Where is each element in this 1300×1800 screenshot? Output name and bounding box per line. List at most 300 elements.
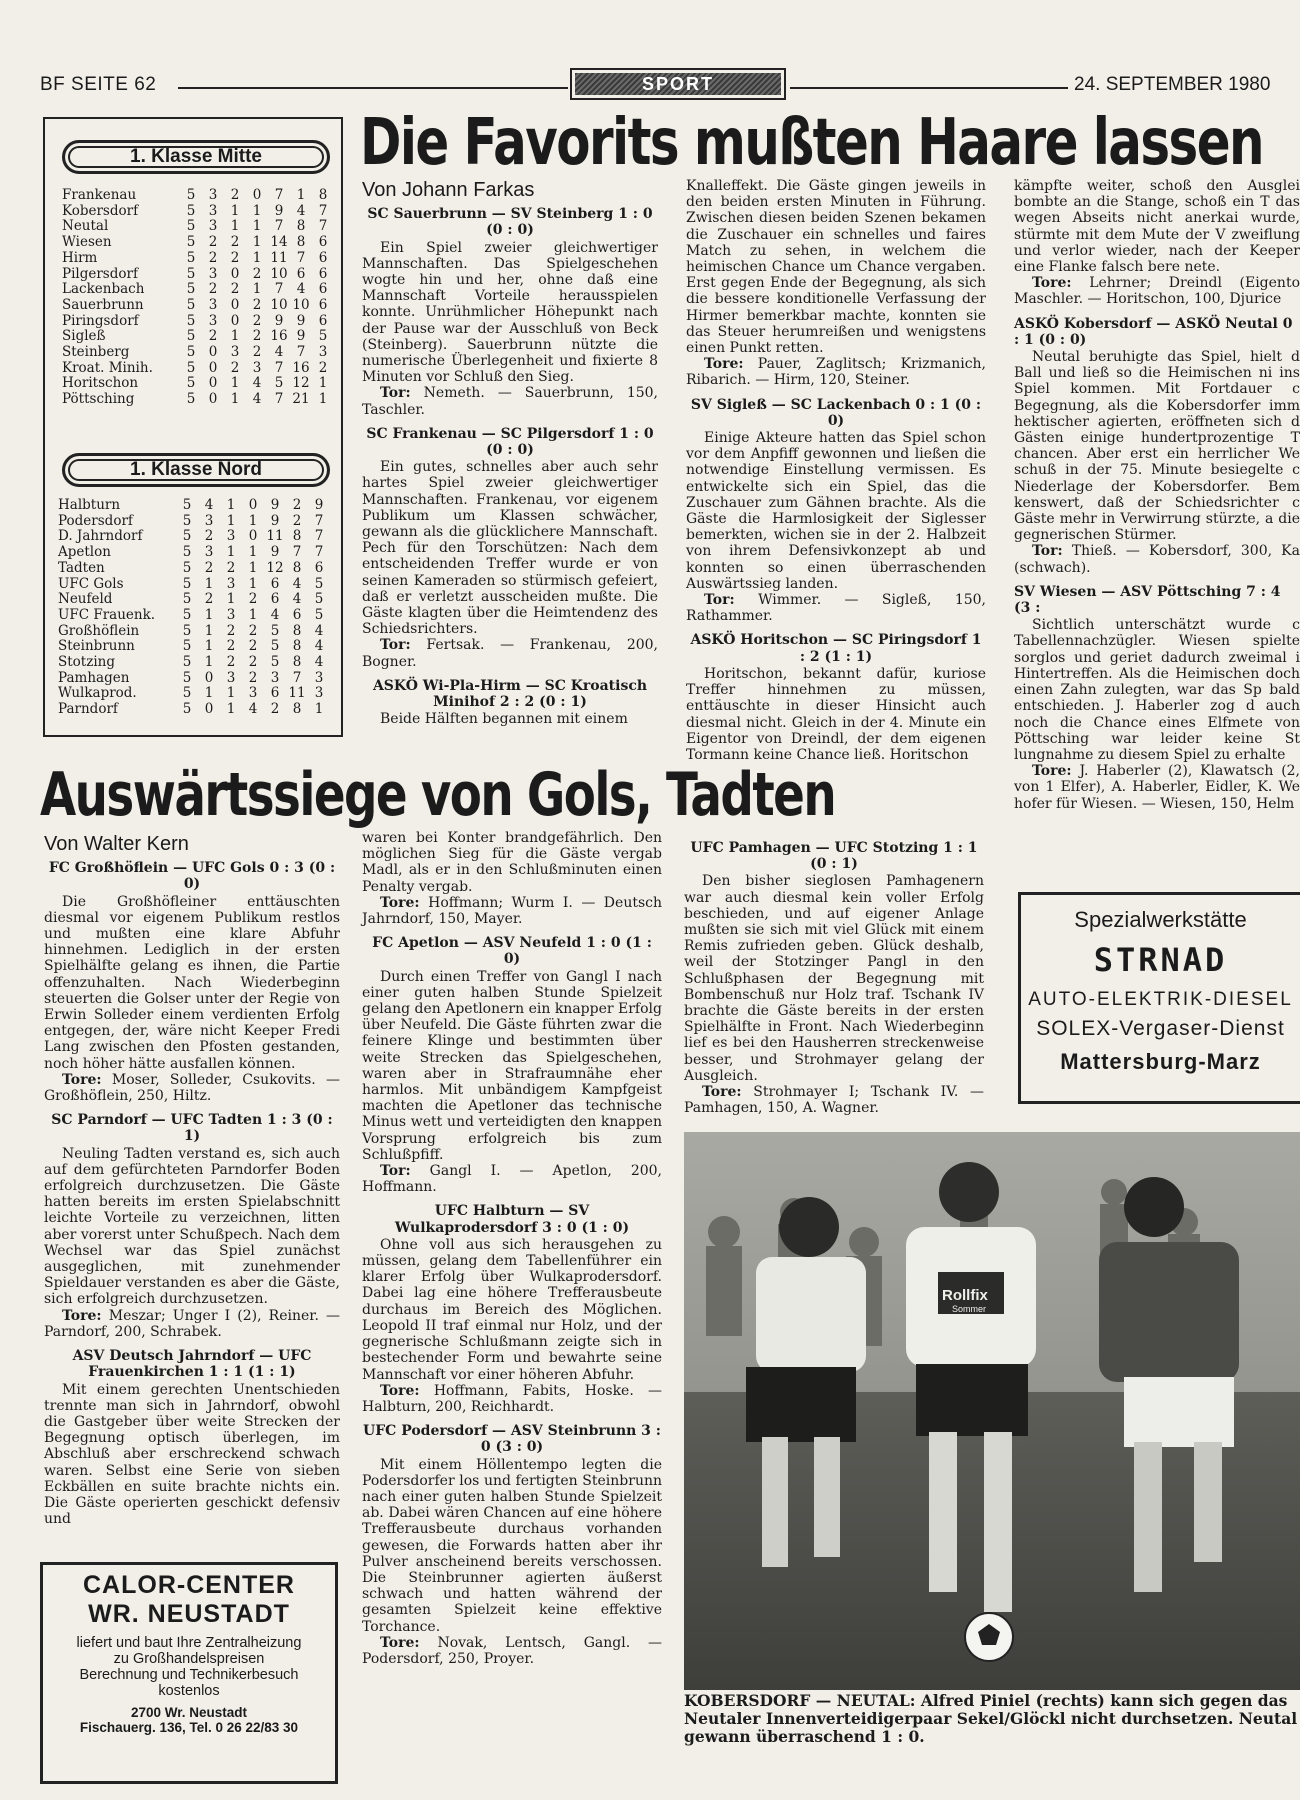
standings-row [62, 219, 338, 235]
stat-value: 12 [292, 375, 310, 392]
stat-value: 6 [270, 575, 280, 592]
standings-row [62, 361, 338, 377]
football [965, 1613, 1013, 1661]
stat-value: 5 [186, 359, 196, 376]
match-heading: FC Großhöflein — UFC Gols 0 : 3 (0 : 0) [48, 860, 336, 893]
stat-value: 1 [318, 391, 328, 408]
standings-row [62, 298, 338, 314]
team-name: Steinberg [62, 344, 130, 361]
stat-value: 7 [296, 249, 306, 266]
stat-value: 3 [204, 544, 214, 561]
section-title: SPORT [641, 73, 714, 94]
stat-value: 9 [296, 328, 306, 345]
stat-value: 2 [226, 622, 236, 639]
stat-value: 5 [186, 249, 196, 266]
team-name: UFC Gols [58, 575, 124, 592]
standings-mitte [62, 188, 338, 408]
match-report: Die Großhöfleiner enttäuschten diesmal vor eigenem Publikum restlos und mußten eine klare Abfuhr hinnehmen. Lediglich in der ersten Spielhälfte gelang es ihnen, die Partie offenzuhalten. Nach Wiederbeginn steuerten die Golser unter der Regie von Erwin Solleder einem verdienten Erfolg entgegen, der, wäre nicht Keeper Fredi Lang zwischen den Pfosten gestanden, noch höher hätte ausfallen können. [44, 893, 340, 1072]
stat-value: 1 [230, 328, 240, 345]
stat-value: 7 [274, 281, 284, 298]
stat-value: 6 [318, 249, 328, 266]
stat-value: 0 [208, 344, 218, 361]
stat-value: 1 [226, 497, 236, 513]
stat-value: 0 [230, 296, 240, 313]
goal-scorers [362, 895, 662, 927]
stat-value: 3 [318, 344, 328, 361]
header-rule-left [178, 87, 568, 89]
team-name: Neufeld [58, 591, 113, 608]
stat-value: 1 [204, 638, 214, 655]
stat-value: 8 [292, 622, 302, 639]
ad-calor-line7: 2700 Wr. Neustadt [130, 1705, 248, 1720]
goal-details: Moser, Solleder, Csukovits. — Großhöflein, 250, Hiltz. [44, 1071, 340, 1105]
goal-label: Tor: [380, 637, 411, 654]
headline-auswaertssiege: Auswärtssiege von Gols, Tadten [40, 760, 836, 830]
stat-value: 1 [226, 512, 236, 529]
klasse-nord-title: 1. Klasse Nord [62, 453, 330, 487]
stat-value: 5 [182, 685, 192, 702]
stat-value: 3 [270, 669, 280, 686]
standings-row [62, 314, 338, 330]
stat-value: 8 [318, 187, 328, 203]
ad-calor-line4: zu Großhandelspreisen [113, 1651, 265, 1667]
stat-value: 2 [252, 344, 262, 361]
stat-value: 5 [274, 375, 284, 392]
stat-value: 10 [270, 265, 288, 282]
stat-value: 6 [318, 265, 328, 282]
stat-value: 1 [230, 391, 240, 408]
stat-value: 6 [314, 559, 324, 576]
match-heading: UFC Halbturn — SV Wulkaprodersdorf 3 : 0 (1 : 0) [394, 1203, 630, 1236]
section-banner [570, 68, 786, 100]
stat-value: 3 [314, 685, 324, 702]
ad-calor-line2: WR. NEUSTADT [88, 1600, 290, 1628]
team-name: Lackenbach [62, 281, 145, 298]
goal-scorers [362, 637, 658, 669]
stat-value: 5 [186, 344, 196, 361]
standings-row [58, 529, 338, 545]
team-name: Halbturn [58, 497, 121, 513]
stat-value: 16 [292, 359, 310, 376]
stat-value: 5 [186, 296, 196, 313]
stat-value: 1 [230, 375, 240, 392]
stat-value: 5 [182, 622, 192, 639]
standings-row [58, 514, 338, 530]
stat-value: 5 [182, 528, 192, 545]
stat-value: 1 [226, 591, 236, 608]
stat-value: 5 [186, 312, 196, 329]
section-banner-inner [575, 73, 781, 95]
goal-details: Thieß. — Kobersdorf, 300, Ka (schwach). [1014, 543, 1300, 576]
standings-row [58, 686, 338, 702]
stat-value: 6 [318, 234, 328, 251]
match-report: Ein Spiel zweier gleichwertiger Mannschaften. Das Spielgeschehen wogte hin und her, ohne daß eine Mannschaft Vorteile herausspielen konnte. Unrühmlicher Höhepunkt nach der Pause war der Ausschluß von Beck (Steinberg). Sauerbrunn nützte die numerische Überlegenheit und fixierte 8 Minuten vor Schluß den Sieg. [362, 239, 658, 386]
stat-value: 2 [248, 654, 258, 671]
match-heading: SC Frankenau — SC Pilgersdorf 1 : 0 (0 : 0) [366, 425, 654, 459]
match-heading: UFC Podersdorf — ASV Steinbrunn 3 : 0 (3 : 0) [363, 1423, 661, 1456]
stat-value: 5 [182, 497, 192, 513]
stat-value: 7 [314, 512, 324, 529]
team-name: Großhöflein [58, 622, 140, 639]
stat-value: 5 [314, 575, 324, 592]
stat-value: 1 [204, 685, 214, 702]
stat-value: 1 [204, 606, 214, 623]
goal-details: Pauer, Zaglitsch; Krizmanich, Ribarich. — Hirm, 120, Steiner. [686, 356, 987, 389]
stat-value: 6 [270, 591, 280, 608]
stat-value: 2 [230, 249, 240, 266]
stat-value: 3 [230, 344, 240, 361]
goal-label: Tor: [1032, 543, 1063, 560]
stat-value: 3 [208, 202, 218, 219]
stat-value: 2 [252, 328, 262, 345]
team-name: D. Jahrndorf [58, 528, 143, 545]
stat-value: 4 [296, 281, 306, 298]
stat-value: 1 [204, 575, 214, 592]
stat-value: 1 [248, 544, 258, 561]
stat-value: 0 [248, 528, 258, 545]
stat-value: 2 [204, 559, 214, 576]
stat-value: 1 [252, 202, 262, 219]
stat-value: 3 [208, 187, 218, 203]
standings-row [58, 498, 338, 514]
stat-value: 1 [314, 701, 324, 718]
stat-value: 5 [182, 606, 192, 623]
stat-value: 6 [318, 281, 328, 298]
stat-value: 2 [270, 701, 280, 718]
standings-row [62, 251, 338, 267]
stat-value: 1 [252, 218, 262, 235]
stat-value: 7 [292, 544, 302, 561]
stat-value: 4 [292, 591, 302, 608]
stat-value: 2 [226, 559, 236, 576]
team-name: Hirm [62, 249, 98, 266]
goal-label: Tore: [704, 356, 744, 373]
stat-value: 5 [318, 328, 328, 345]
stat-value: 1 [248, 606, 258, 623]
stat-value: 9 [270, 512, 280, 529]
page-number: BF SEITE 62 [40, 74, 157, 95]
article1-column-3 [1014, 178, 1300, 858]
match-report: Neutal beruhigte das Spiel, hielt d Ball und ließ so die Heimischen ni ins Spiel kommen. Mit Fortdauer c Begegnung, als die Kobersdorfer imm hektischer agierten, eröffneten sich d Gästen einige hundertprozentige T chancen. Aber erst ein herrlicher We schuß in der 75. Minute besiegelte c Niederlage der Kobersdorfer. Bem kenswert, daß der Schiedsrichter c Gäste mehr in Verwirrung stürzte, a die gegnerischen Stürmer. [1014, 349, 1300, 544]
stat-value: 2 [318, 359, 328, 376]
stat-value: 2 [226, 638, 236, 655]
article2-column-1 [44, 834, 340, 1536]
stat-value: 5 [314, 606, 324, 623]
match-report: Durch einen Treffer von Gangl I nach einer guten halben Stunde Spielzeit gelang den Apetlonern ein knapper Erfolg über Neufeld. Die Gäste führten zwar die feinere Klinge und bestimmten über weite Strecken das Spielgeschehen, waren aber in Strafraumnähe eher harmlos. Mit unbändigem Kampfgeist machten die Apetloner das technische Minus wett und verteidigten den knappen Vorsprung erfolgreich bis zum Schlußpfiff. [362, 968, 662, 1163]
stat-value: 2 [230, 281, 240, 298]
stat-value: 11 [266, 528, 284, 545]
goal-scorers [1014, 763, 1300, 812]
team-name: Parndorf [58, 701, 118, 718]
goal-scorers [1014, 543, 1300, 575]
stat-value: 4 [314, 622, 324, 639]
stat-value: 2 [230, 187, 240, 203]
team-name: Tadten [58, 559, 105, 576]
stat-value: 0 [230, 265, 240, 282]
standings-nord [58, 498, 338, 718]
stat-value: 9 [270, 544, 280, 561]
stat-value: 8 [296, 218, 306, 235]
stat-value: 1 [226, 544, 236, 561]
stat-value: 10 [270, 296, 288, 313]
stat-value: 3 [208, 265, 218, 282]
article2-column-3 [684, 832, 984, 1117]
stat-value: 14 [270, 234, 288, 251]
stat-value: 5 [314, 591, 324, 608]
ad-calor-line5: Berechnung und Technikerbesuch [79, 1667, 299, 1683]
team-name: Pöttsching [62, 391, 135, 408]
goal-scorers [362, 385, 658, 417]
stat-value: 1 [248, 559, 258, 576]
ad-strnad-line1: Spezialwerkstätte [1074, 907, 1247, 932]
ad-strnad-line5: Mattersburg-Marz [1060, 1049, 1261, 1074]
goal-label: Tor: [704, 592, 735, 609]
stat-value: 8 [292, 528, 302, 545]
stat-value: 0 [230, 312, 240, 329]
goal-scorers [686, 356, 986, 388]
stat-value: 1 [226, 685, 236, 702]
stat-value: 2 [208, 234, 218, 251]
stat-value: 0 [204, 701, 214, 718]
stat-value: 8 [292, 638, 302, 655]
stat-value: 2 [248, 591, 258, 608]
goal-scorers [1014, 275, 1300, 307]
match-report: kämpfte weiter, schoß den Ausglei bombte an die Stange, schoß ein T das wegen Abseits nicht anerkai wurde, stürmte mit dem Mute der V zweiflung und verlor wieder, nach der Keeper eine Flanke falsch bere nete. [1014, 178, 1300, 276]
team-name: Pamhagen [58, 669, 130, 686]
goal-scorers [362, 1383, 662, 1415]
stat-value: 11 [288, 685, 306, 702]
ad-strnad-line4: SOLEX-Vergaser-Dienst [1036, 1017, 1285, 1040]
match-heading: ASKÖ Wi-Pla-Hirm — SC Kroatisch Minihof 2 : 2 (0 : 1) [372, 677, 648, 711]
stat-value: 3 [204, 512, 214, 529]
goal-scorers [686, 592, 986, 624]
jersey-text: Rollfix [942, 1287, 988, 1304]
stat-value: 2 [208, 281, 218, 298]
stat-value: 5 [270, 622, 280, 639]
stat-value: 7 [318, 202, 328, 219]
stat-value: 3 [208, 218, 218, 235]
stat-value: 3 [226, 528, 236, 545]
goal-details: Nemeth. — Sauerbrunn, 150, Taschler. [362, 385, 659, 418]
stat-value: 5 [186, 218, 196, 235]
stat-value: 4 [314, 654, 324, 671]
stat-value: 2 [226, 654, 236, 671]
stat-value: 8 [292, 559, 302, 576]
stat-value: 5 [182, 544, 192, 561]
standings-row [58, 655, 338, 671]
stat-value: 8 [292, 654, 302, 671]
goal-details: Strohmayer I; Tschank IV. — Pamhagen, 150, A. Wagner. [684, 1084, 984, 1117]
photo-caption: KOBERSDORF — NEUTAL: Alfred Piniel (rechts) kann sich gegen das Neutaler Innenverteidigerpaar Sekel/Glöckl nicht durchsetzen. Neutal gewann überraschend 1 : 0. [684, 1691, 1298, 1746]
byline-farkas: Von Johann Farkas [362, 179, 535, 201]
match-photo [684, 1132, 1300, 1690]
stat-value: 4 [270, 606, 280, 623]
match-heading: ASKÖ Kobersdorf — ASKÖ Neutal 0 : 1 (0 : 0) [1014, 315, 1293, 348]
stat-value: 1 [252, 249, 262, 266]
match-heading: SV Sigleß — SC Lackenbach 0 : 1 (0 : 0) [690, 396, 982, 429]
stat-value: 5 [186, 281, 196, 298]
goal-scorers [362, 1635, 662, 1667]
stat-value: 4 [248, 701, 258, 718]
match-report: Horitschon, bekannt dafür, kuriose Treffer hinnehmen zu müssen, enttäuschte in dieser Hinsicht auch diesmal nicht. Gleich in der 4. Minute ein Eigentor von Dreindl, der dem eigenen Tormann keine Chance ließ. Horitschon [686, 665, 986, 763]
stat-value: 4 [274, 344, 284, 361]
match-report: Ohne voll aus sich herausgehen zu müssen, gelang dem Tabellenführer ein klarer Erfolg über Wulkaprodersdorf. Dabei lag eine höhere Trefferausbeute durchaus im Bereich des Möglichen. Leopold II traf einmal nur Holz, und der gegnerische Schlußmann zeigte sich in bestechender Form und bewahrte seine Mannschaft vor einer höheren Abfuhr. [362, 1236, 662, 1383]
match-report: Beide Hälften begannen mit einem [380, 711, 628, 728]
stat-value: 1 [296, 187, 306, 203]
standings-row [62, 267, 338, 283]
match-report: Knalleffekt. Die Gäste gingen jeweils in den beiden ersten Minuten in Führung. Zwischen diesen beiden Szenen bekamen die Zuschauer ein schnelles und faires Match zu sehen, in welchem die heimischen Chance um Chance vergaben. Erst gegen Ende der Begegnung, als sich die bessere konditionelle Verfassung der Hirmer bemerkbar machte, konnten sie das Steuer herumreißen und wenigstens einen Punkt retten. [686, 178, 986, 357]
match-report: Neuling Tadten verstand es, sich auch auf dem gefürchteten Parndorfer Boden erfolgreich durchzusetzen. Die Gäste hatten bereits im ersten Spielabschnitt leichte Vorteile zu verzeichnen, litten aber vorerst unter Schußpech. Nach dem Wechsel war das Spiel zunächst ausgeglichen, mit zunehmender Spieldauer verstanden es aber die Gäste, sich erfolgreich durchzusetzen. [44, 1145, 340, 1308]
stat-value: 9 [270, 497, 280, 513]
team-name: Apetlon [58, 544, 111, 561]
stat-value: 2 [230, 359, 240, 376]
match-report: Ein gutes, schnelles aber auch sehr hartes Spiel zweier gleichwertiger Mannschaften. Frankenau, vor eigenem Publikum um Klassen schwächer, gewann als die glücklichere Mannschaft. Pech für den Torschützen: Nach dem entscheidenden Treffer wurde er von seinen Kameraden so stürmisch gefeiert, daß er verletzt ausscheiden mußte. Die Gäste klagten über die Heimtendenz des Schiedsrichters. [362, 459, 658, 638]
goal-scorers [362, 1163, 662, 1195]
stat-value: 3 [208, 296, 218, 313]
page-date: 24. SEPTEMBER 1980 [1074, 74, 1271, 95]
match-heading: ASV Deutsch Jahrndorf — UFC Frauenkirchen 1 : 1 (1 : 1) [72, 1348, 312, 1381]
standings-row [62, 329, 338, 345]
stat-value: 6 [318, 312, 328, 329]
team-name: Wulkaprod. [58, 685, 137, 702]
match-heading: UFC Pamhagen — UFC Stotzing 1 : 1 (0 : 1) [690, 840, 978, 873]
stat-value: 5 [182, 654, 192, 671]
stat-value: 10 [292, 296, 310, 313]
stat-value: 0 [204, 669, 214, 686]
stat-value: 1 [230, 202, 240, 219]
stat-value: 0 [252, 187, 262, 203]
match-report: waren bei Konter brandgefährlich. Den möglichen Sieg für die Gäste vergab Madl, als er in den Schlußminuten einen Penalty vergab. [362, 830, 662, 895]
stat-value: 7 [274, 359, 284, 376]
stat-value: 21 [292, 391, 310, 408]
ad-calor-center [40, 1562, 338, 1784]
standings-row [58, 561, 338, 577]
goal-details: Hoffmann, Fabits, Hoske. — Halbturn, 200, Reichhardt. [362, 1382, 662, 1415]
ad-calor-line8: Fischauerg. 136, Tel. 0 26 22/83 30 [79, 1720, 299, 1735]
stat-value: 2 [230, 234, 240, 251]
goal-label: Tor: [380, 385, 411, 402]
goal-label: Tore: [1032, 763, 1072, 780]
team-name: Piringsdorf [62, 312, 139, 329]
byline-kern: Von Walter Kern [44, 833, 189, 855]
match-report: Mit einem Höllentempo legten die Podersdorfer los und fertigten Steinbrunn nach einer guten halben Stunde Spielzeit ab. Dabei wären Chancen auf eine höhere Trefferausbeute durchaus vorhanden gewesen, die Forwards hatten aber ihr Pulver anscheinend bereits verschossen. Die Steinbrunner agierten äußerst schwach und hatten während der gesamten Spielzeit keine effektive Torchance. [362, 1456, 662, 1635]
stat-value: 4 [296, 202, 306, 219]
match-heading: SC Parndorf — UFC Tadten 1 : 3 (0 : 1) [51, 1112, 333, 1145]
stat-value: 1 [230, 218, 240, 235]
stat-value: 1 [248, 575, 258, 592]
stat-value: 6 [296, 265, 306, 282]
team-name: Podersdorf [58, 512, 133, 529]
stat-value: 6 [292, 606, 302, 623]
stat-value: 5 [186, 391, 196, 408]
goal-label: Tore: [380, 894, 420, 911]
stat-value: 2 [252, 312, 262, 329]
stat-value: 5 [182, 575, 192, 592]
goal-label: Tor: [380, 1163, 411, 1180]
stat-value: 5 [182, 638, 192, 655]
stat-value: 12 [266, 559, 284, 576]
match-heading: SV Wiesen — ASV Pöttsching 7 : 4 (3 : [1014, 583, 1281, 617]
stat-value: 2 [248, 622, 258, 639]
headline-favorits: Die Favorits mußten Haare lassen [360, 106, 1263, 180]
stat-value: 6 [270, 685, 280, 702]
stat-value: 5 [182, 591, 192, 608]
stat-value: 2 [292, 512, 302, 529]
article2-column-2 [362, 830, 662, 1750]
team-name: UFC Frauenk. [58, 606, 156, 623]
stat-value: 7 [274, 391, 284, 408]
stat-value: 9 [274, 202, 284, 219]
standings-row [58, 702, 338, 718]
stat-value: 3 [226, 575, 236, 592]
team-name: Frankenau [62, 187, 137, 203]
stat-value: 7 [274, 218, 284, 235]
stat-value: 3 [226, 606, 236, 623]
stat-value: 5 [186, 234, 196, 251]
stat-value: 1 [248, 512, 258, 529]
team-name: Pilgersdorf [62, 265, 138, 282]
stat-value: 0 [208, 359, 218, 376]
football-photo [684, 1132, 1300, 1690]
standings-row [62, 345, 338, 361]
article1-column-1 [362, 180, 658, 746]
stat-value: 2 [292, 497, 302, 513]
klasse-mitte-title: 1. Klasse Mitte [62, 140, 330, 174]
stat-value: 5 [186, 265, 196, 282]
goal-label: Tore: [62, 1071, 102, 1088]
team-name: Neutal [62, 218, 109, 235]
match-report: Mit einem gerechten Unentschieden trennte man sich in Jahrndorf, obwohl die Gastgeber über weite Strecken der Begegnung optisch überlegen, im Abschluß aber erschreckend schwach waren. Selbst eine Serie von sieben Eckbällen en suite brachte nichts ein. Die Gäste operierten geschickt defensiv und [44, 1381, 340, 1528]
match-heading: SC Sauerbrunn — SV Steinberg 1 : 0 (0 : 0) [367, 206, 653, 239]
match-heading: FC Apetlon — ASV Neufeld 1 : 0 (1 : 0) [372, 935, 652, 968]
goal-details: J. Haberler (2), Klawatsch (2, von 1 Elfer), A. Haberler, Eidler, K. We hofer für Wiesen. — Wiesen, 150, Helm [1014, 763, 1300, 812]
stat-value: 1 [204, 654, 214, 671]
team-name: Steinbrunn [58, 638, 135, 655]
stat-value: 7 [292, 669, 302, 686]
standings-row [62, 235, 338, 251]
stat-value: 7 [296, 344, 306, 361]
stat-value: 4 [252, 391, 262, 408]
ad-calor-line6: kostenlos [158, 1683, 220, 1699]
goal-label: Tore: [702, 1084, 742, 1101]
stat-value: 7 [314, 528, 324, 545]
stat-value: 1 [252, 281, 262, 298]
stat-value: 5 [186, 187, 196, 203]
stat-value: 7 [274, 187, 284, 203]
stat-value: 5 [182, 512, 192, 529]
goal-label: Tore: [380, 1382, 420, 1399]
ad-calor-line3: liefert und baut Ihre Zentralheizung [76, 1635, 302, 1651]
match-heading: ASKÖ Horitschon — SC Piringsdorf 1 : 2 (1 : 1) [690, 632, 982, 665]
team-name: Sauerbrunn [62, 296, 144, 313]
goal-details: Fertsak. — Frankenau, 200, Bogner. [362, 637, 658, 670]
goal-label: Tore: [62, 1307, 102, 1324]
stat-value: 3 [226, 669, 236, 686]
stat-value: 5 [186, 328, 196, 345]
header-rule-right [790, 87, 1068, 89]
stat-value: 2 [204, 591, 214, 608]
article1-column-2 [686, 178, 987, 763]
stat-value: 9 [314, 497, 324, 513]
stat-value: 8 [296, 234, 306, 251]
stat-value: 11 [270, 249, 288, 266]
goal-scorers [44, 1072, 340, 1104]
goal-details: Novak, Lentsch, Gangl. — Podersdorf, 250, Proyer. [362, 1634, 662, 1667]
stat-value: 3 [314, 669, 324, 686]
goal-scorers [44, 1308, 340, 1340]
stat-value: 5 [270, 638, 280, 655]
match-report: Sichtlich unterschätzt wurde c Tabellennachzügler. Wiesen spielte sorglos und geriet dadurch zweimal i Hintertreffen. Als die Heimischen doch einen Zahn zulegten, war das Sp bald entschieden. J. Haberler zog d auch noch die Chance eines Elfmete von Pöttsching war leider keine St lungnahme zu diesem Spiel zu erhalte [1014, 617, 1300, 763]
